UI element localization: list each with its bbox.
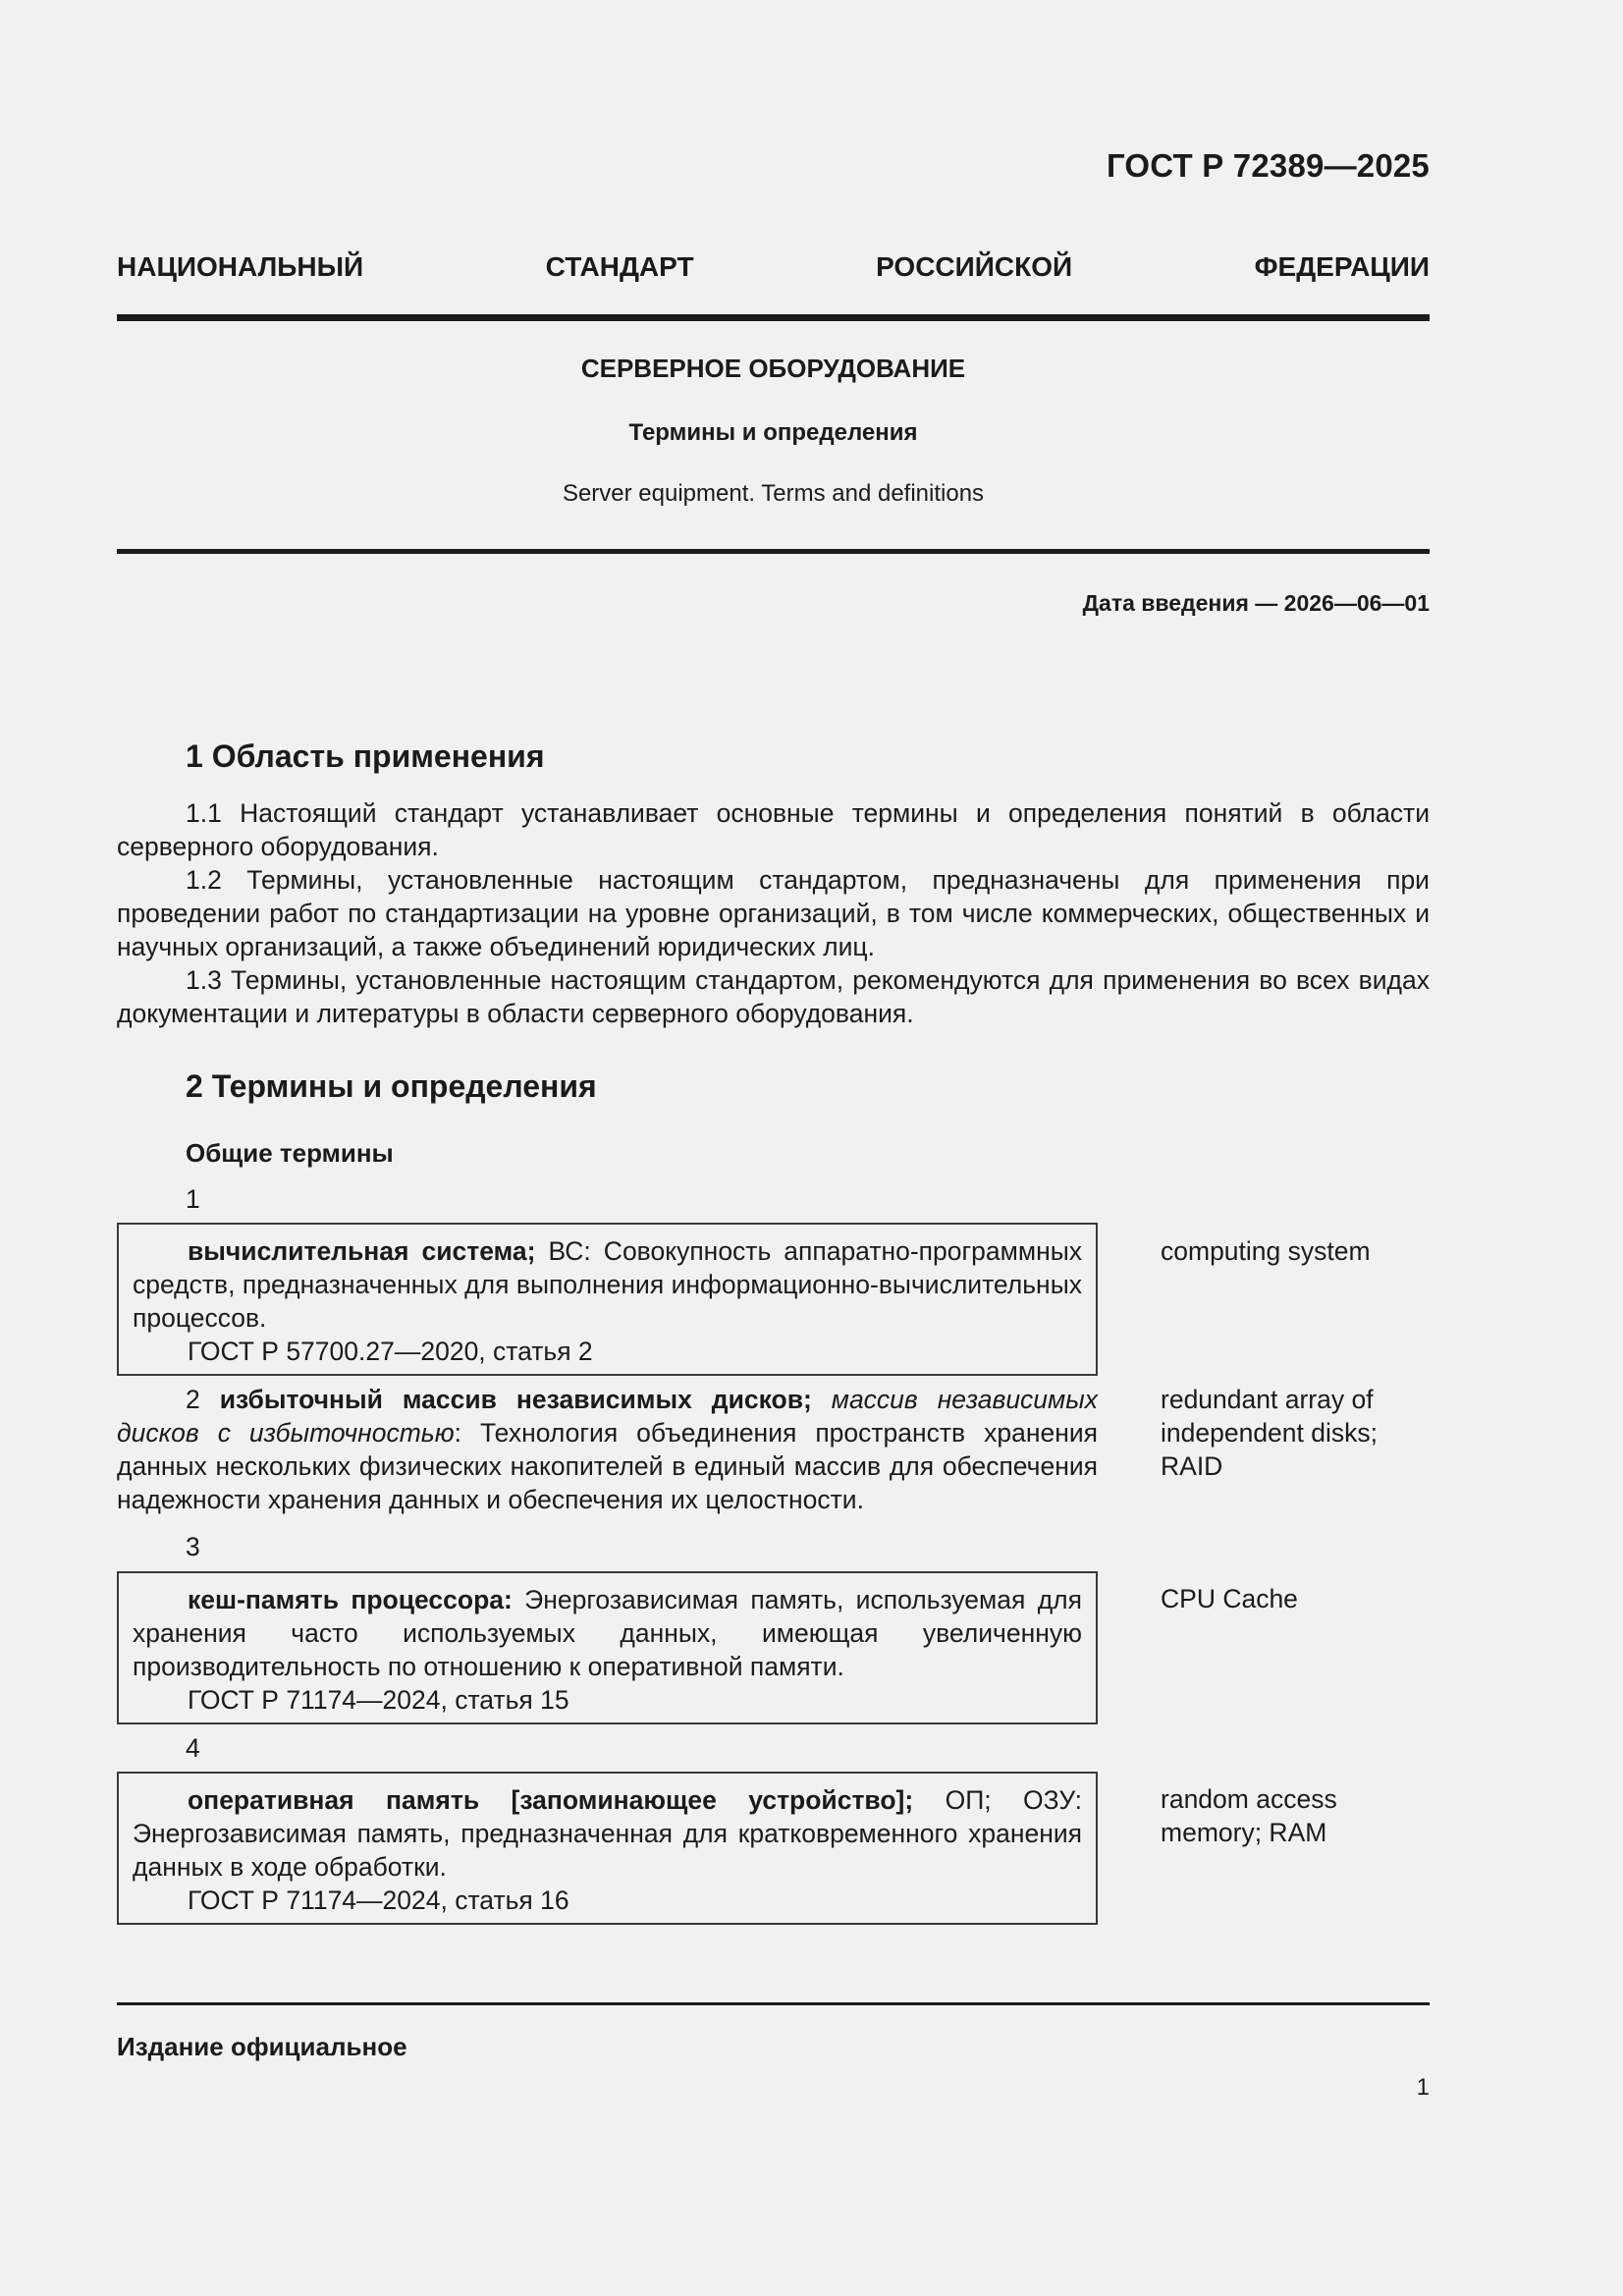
term-source: ГОСТ Р 57700.27—2020, статья 2 <box>188 1337 593 1366</box>
term-name: кеш-память процессора: <box>188 1585 513 1614</box>
section-heading: 2 Термины и определения <box>186 1068 597 1104</box>
term-entry-box <box>117 1772 1098 1925</box>
term-definition <box>133 1583 1082 1683</box>
term-source: ГОСТ Р 71174—2024, статья 16 <box>188 1886 569 1915</box>
term-number: 4 <box>186 1733 200 1763</box>
paragraph: 1.3 Термины, установленные настоящим стандартом, рекомендуются для применения во всех видах документации и литературы в области серверного оборудования. <box>117 965 1430 1028</box>
term-name: оперативная память [запоминающее устройство]; <box>188 1785 914 1815</box>
definition-text: ОП; ОЗУ: Энергозависимая память, предназначенная для кратковременного хранения данных в ходе обработки. <box>133 1785 1082 1882</box>
document-title-english: Server equipment. Terms and definitions <box>562 480 985 507</box>
term-definition <box>117 1383 1098 1516</box>
definition-text: ВС: Совокупность аппаратно-программных средств, предназначенных для выполнения информационно-вычислительных процессов. <box>133 1236 1083 1333</box>
document-subtitle: Термины и определения <box>628 419 918 446</box>
header-rule <box>117 314 1430 321</box>
term-synonym: массив независимых дисков с избыточностью <box>117 1385 1098 1448</box>
term-entry-box <box>117 1223 1098 1376</box>
term-number: 3 <box>186 1532 200 1561</box>
term-entry-box <box>117 1571 1098 1724</box>
paragraph: 1.1 Настоящий стандарт устанавливает основные термины и определения понятий в области серверного оборудования. <box>117 798 1430 861</box>
english-equivalent: computing system <box>1161 1236 1371 1266</box>
term-entry <box>117 1383 1098 1516</box>
term-name: вычислительная система; <box>188 1236 536 1266</box>
document-number: ГОСТ Р 72389—2025 <box>1106 147 1430 184</box>
official-edition-label: Издание официальное <box>117 2032 407 2061</box>
english-equivalent: random access memory; RAM <box>1161 1784 1337 1847</box>
page-number: 1 <box>1416 2074 1430 2101</box>
term-source: ГОСТ Р 71174—2024, статья 15 <box>188 1685 569 1715</box>
document-title: СЕРВЕРНОЕ ОБОРУДОВАНИЕ <box>580 354 966 383</box>
english-equivalent: redundant array of independent disks; RAID <box>1161 1385 1378 1481</box>
effective-date: Дата введения — 2026—06—01 <box>1082 590 1430 616</box>
term-number: 2 <box>186 1385 200 1414</box>
national-standard-heading: НАЦИОНАЛЬНЫЙ СТАНДАРТ РОССИЙСКОЙ ФЕДЕРАЦИИ <box>117 251 1430 282</box>
subsection-heading: Общие термины <box>186 1138 394 1168</box>
term-number: 1 <box>186 1184 200 1214</box>
paragraph: 1.2 Термины, установленные настоящим стандартом, предназначены для применения при проведении работ по стандартизации на уровне организаций, в том числе коммерческих, общественных и научных организаций, а также объединений юридических лиц. <box>117 865 1430 961</box>
english-equivalent: CPU Cache <box>1161 1584 1298 1613</box>
section-body <box>117 796 1430 1030</box>
footer-rule <box>117 2002 1430 2005</box>
term-name: избыточный массив независимых дисков; <box>219 1385 812 1414</box>
definition-text: Энергозависимая память, используемая для хранения часто используемых данных, имеющая увеличенную производительность по отношению к оперативной памяти. <box>133 1585 1082 1681</box>
term-definition <box>133 1234 1082 1335</box>
title-rule <box>117 549 1430 554</box>
definition-text: : Технология объединения пространств хранения данных нескольких физических накопителей в единый массив для обеспечения надежности хранения данных и обеспечения их целостности. <box>117 1418 1098 1514</box>
term-definition <box>133 1783 1082 1884</box>
section-heading: 1 Область применения <box>186 738 545 774</box>
